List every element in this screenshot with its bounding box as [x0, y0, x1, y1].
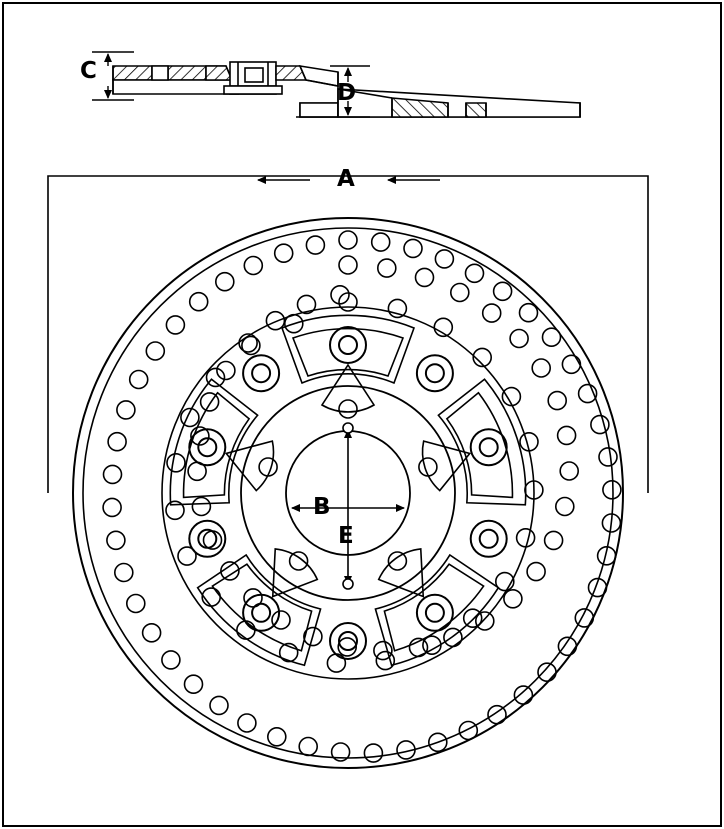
dimension-label-E: E [338, 523, 354, 549]
dimension-label-D: D [337, 80, 357, 106]
dimension-label-B: B [313, 494, 331, 520]
dimension-label-C: C [80, 58, 97, 84]
side-right-rotor [276, 66, 580, 117]
side-hub-block [224, 62, 282, 94]
dimension-label-A: A [337, 166, 355, 192]
front-disc-view [73, 218, 623, 768]
side-section-view [92, 52, 580, 117]
side-left-rotor [113, 66, 238, 94]
